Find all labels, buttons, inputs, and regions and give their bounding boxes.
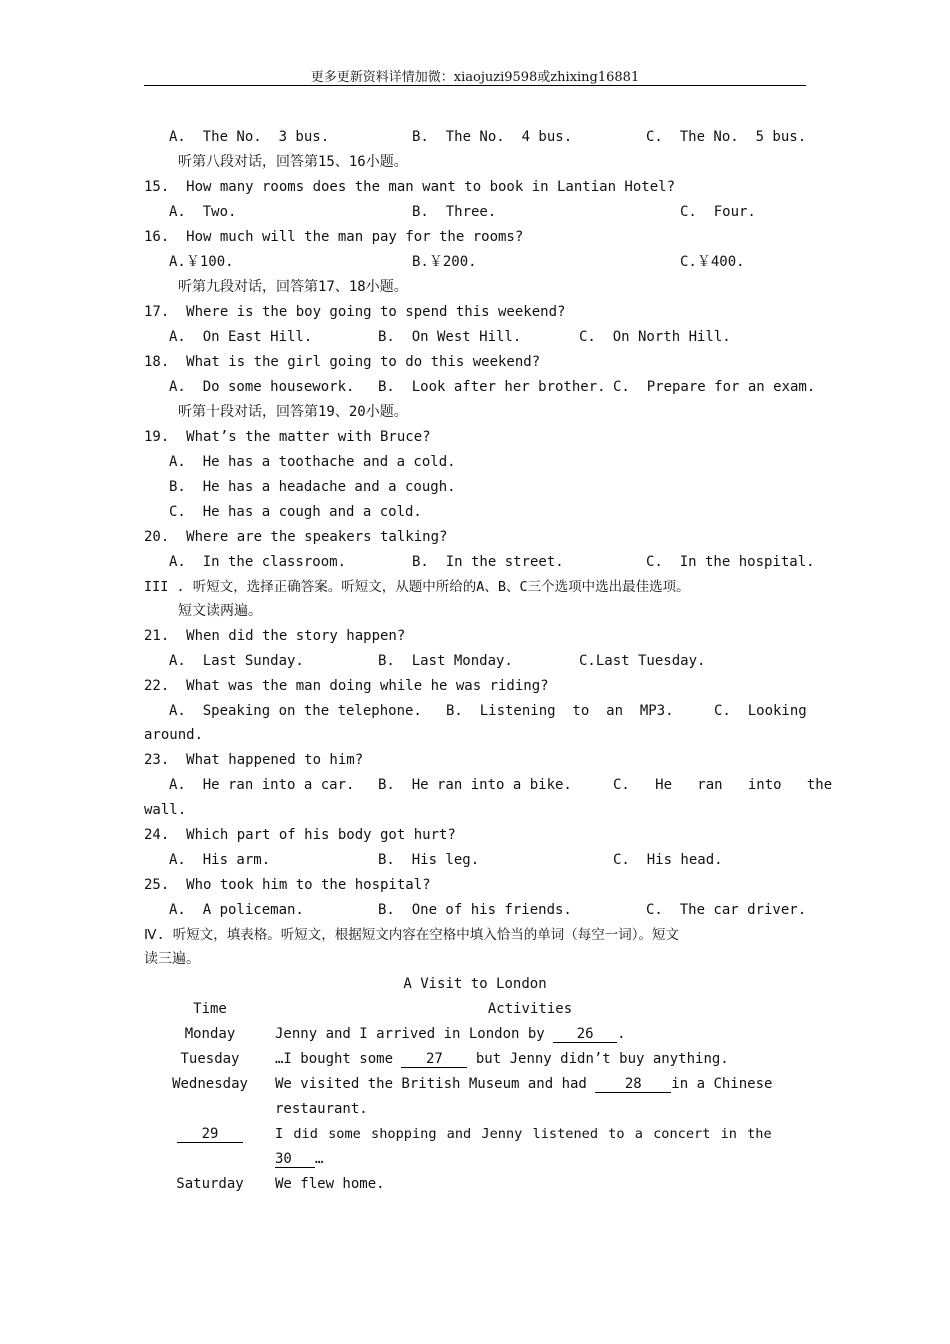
q16-option-a: A.￥100. [169,254,234,270]
blank-29[interactable]: 29 [177,1126,243,1143]
q14-option-a: A. The No. 3 bus. [169,129,330,145]
section-8-instruction: 听第八段对话，回答第15、16小题。 [178,154,408,170]
q17-option-c: C. On North Hill. [579,329,731,345]
q22-question: 22. What was the man doing while he was riding? [144,678,549,694]
blank-30[interactable]: 30 [275,1151,315,1168]
q20-option-c: C. In the hospital. [646,554,815,570]
q16-question: 16. How much will the man pay for the rooms? [144,229,524,245]
q17-option-a: A. On East Hill. [169,329,313,345]
table-row-activity [275,1050,729,1068]
q24-option-c: C. His head. [613,852,723,868]
q25-option-b: B. One of his friends. [378,902,572,918]
q23-option-c-cont: wall. [144,802,187,818]
activity-text-end: in a Chinese [671,1076,773,1092]
activity-text-end: but Jenny didn’t buy anything. [467,1051,729,1067]
q24-option-a: A. His arm. [169,852,271,868]
section-9-instruction: 听第九段对话，回答第17、18小题。 [178,279,408,295]
q16-option-c: C.￥400. [680,254,745,270]
q22-option-b: B. Listening to an MP3. [446,703,674,719]
q14-option-c: C. The No. 5 bus. [646,129,807,145]
q15-option-c: C. Four. [680,204,756,220]
q21-option-a: A. Last Sunday. [169,653,304,669]
q17-option-b: B. On West Hill. [378,329,522,345]
q21-option-c: C.Last Tuesday. [579,653,706,669]
activity-text-end: … [315,1151,324,1167]
q25-question: 25. Who took him to the hospital? [144,877,431,893]
table-row-activity [275,1075,772,1093]
part-3-instruction-cont: 短文读两遍。 [178,603,262,619]
table-row-activity: I did some shopping and Jenny listened to a concert in the [275,1126,772,1142]
blank-28[interactable]: 28 [595,1076,671,1093]
section-10-instruction: 听第十段对话，回答第19、20小题。 [178,404,408,420]
q18-question: 18. What is the girl going to do this weekend? [144,354,541,370]
q20-question: 20. Where are the speakers talking? [144,529,448,545]
q23-question: 23. What happened to him? [144,752,364,768]
q16-option-b: B.￥200. [412,254,477,270]
table-row-time: Wednesday [172,1076,248,1092]
q15-question: 15. How many rooms does the man want to book in Lantian Hotel? [144,179,676,195]
q21-option-b: B. Last Monday. [378,653,513,669]
q18-option-b: B. Look after her brother. [378,379,606,395]
header-rule [144,85,806,86]
q17-question: 17. Where is the boy going to spend this weekend? [144,304,566,320]
activity-text-end: . [617,1026,626,1042]
q24-question: 24. Which part of his body got hurt? [144,827,456,843]
col-header-time: Time [193,1001,227,1017]
table-row-time [150,1125,270,1143]
q15-option-a: A. Two. [169,204,237,220]
q23-option-c: C. He ran into the [613,777,833,793]
col-header-activities: Activities [487,1001,573,1017]
q22-option-c-cont: around. [144,727,204,743]
q25-option-c: C. The car driver. [646,902,807,918]
q19-option-b: B. He has a headache and a cough. [169,479,456,495]
table-row-activity-cont [275,1150,323,1168]
q19-question: 19. What’s the matter with Bruce? [144,429,431,445]
table-row-activity: We flew home. [275,1176,385,1192]
table-row-activity [275,1025,626,1043]
activity-text: …I bought some [275,1051,402,1067]
q25-option-a: A. A policeman. [169,902,304,918]
q23-option-b: B. He ran into a bike. [378,777,572,793]
q20-option-b: B. In the street. [412,554,564,570]
q22-option-a: A. Speaking on the telephone. [169,703,422,719]
q18-option-c: C. Prepare for an exam. [613,379,816,395]
q22-option-c: C. Looking [714,703,807,719]
part-3-instruction: III . 听短文，选择正确答案。听短文，从题中所给的A、B、C三个选项中选出最佳选项。 [144,579,690,595]
q18-option-a: A. Do some housework. [169,379,355,395]
blank-26[interactable]: 26 [553,1026,617,1043]
q24-option-b: B. His leg. [378,852,480,868]
table-row-time: Monday [184,1026,236,1042]
q20-option-a: A. In the classroom. [169,554,347,570]
table-row-time: Saturday [176,1176,244,1192]
blank-27[interactable]: 27 [401,1051,467,1068]
q19-option-a: A. He has a toothache and a cold. [169,454,456,470]
part-4-instruction: Ⅳ. 听短文，填表格。听短文，根据短文内容在空格中填入恰当的单词（每空一词）。短文 [144,927,679,943]
part-4-instruction-cont: 读三遍。 [144,951,200,967]
table-row-time: Tuesday [180,1051,240,1067]
table-row-activity-cont: restaurant. [275,1101,368,1117]
q15-option-b: B. Three. [412,204,497,220]
q19-option-c: C. He has a cough and a cold. [169,504,422,520]
q21-question: 21. When did the story happen? [144,628,406,644]
activity-text: Jenny and I arrived in London by [275,1026,554,1042]
q14-option-b: B. The No. 4 bus. [412,129,573,145]
table-title: A Visit to London [403,976,547,992]
activity-text: We visited the British Museum and had [275,1076,596,1092]
page-header: 更多更新资料详情加微：xiaojuzi9598或zhixing16881 [310,70,640,85]
q23-option-a: A. He ran into a car. [169,777,355,793]
